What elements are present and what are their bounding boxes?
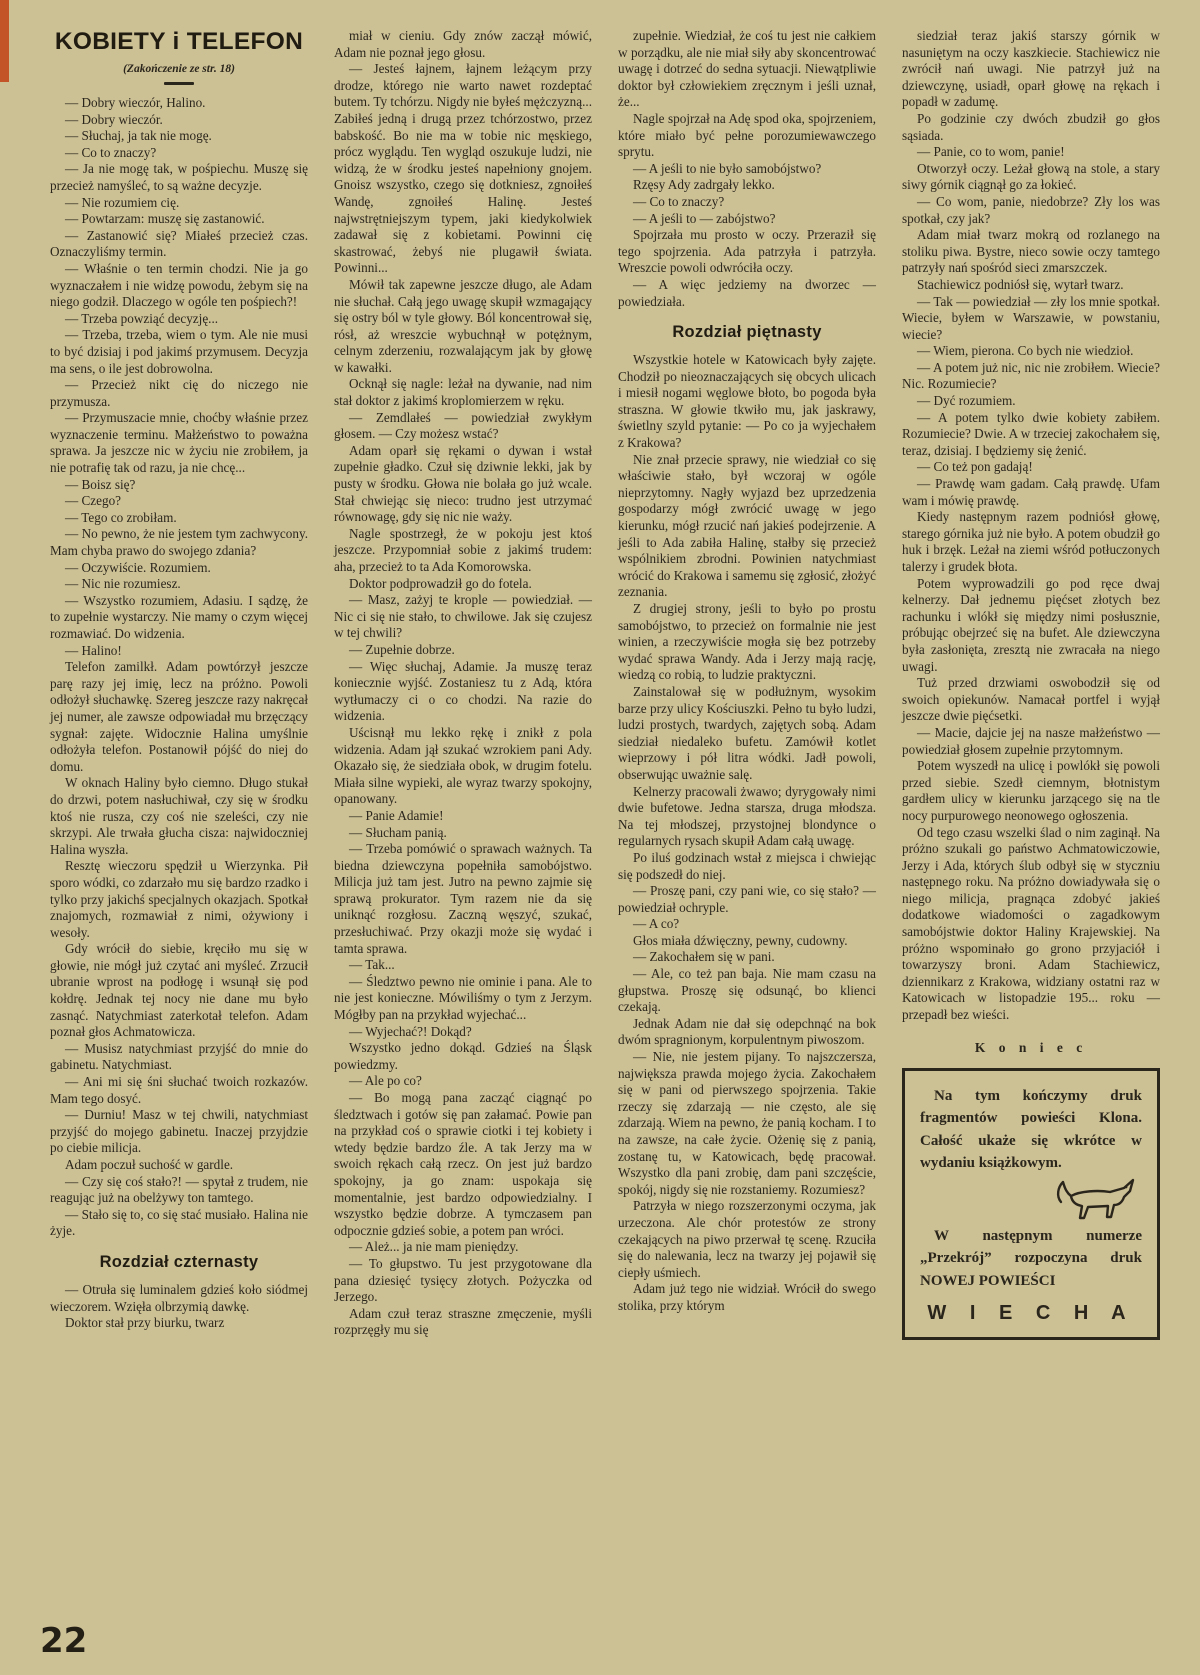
paragraph: — Masz, zażyj te krople — powiedział. — Nic ci się nie stało, to chwilowe. Jak się czujesz w tej chwili?: [334, 592, 592, 641]
paragraph: — Przecież nikt cię do niczego nie przymusza.: [50, 377, 308, 409]
author-signature: W I E C H A: [927, 1302, 1135, 1325]
paragraph: — A jeśli to — zabójstwo?: [633, 210, 776, 226]
paragraph: Resztę wieczoru spędził u Wierzynka. Pił sporo wódki, co zdarzało mu się bardzo rzadko i tylko przy jakichś specjalnych okazjach. Spotkał znajomych, rozmawiał z nimi, ożywiony i wesoły.: [50, 858, 308, 940]
paragraph: — Tak...: [349, 957, 395, 973]
paragraph: — Trzeba powziąć decyzję...: [65, 310, 219, 326]
paragraph: Z drugiej strony, jeśli to było po prostu samobójstwo, to przecież on formalnie nie jest winien, a rzeczywiście mogła się bez potrzeby wydać sprawa Wandy. Ada i Jerzy mają rację, wiedzą co robią, to ludzie praktyczni.: [618, 601, 876, 683]
paragraph: — To głupstwo. Tu jest przygotowane dla pana dziesięć tysięcy złotych. Pożyczka od Jerzego.: [334, 1255, 592, 1305]
paragraph: — Ale po co?: [349, 1073, 422, 1089]
paragraph: — Słuchaj, ja tak nie mogę.: [65, 128, 212, 144]
paragraph: — Co to znaczy?: [65, 144, 157, 160]
text-column-1: [50, 28, 308, 1340]
paragraph: — Właśnie o ten termin chodzi. Nie ja go wyznaczałem i nie widzę powodu, żebym się na niego godził. Dlaczego w ogóle ten pośpiech?!: [50, 260, 308, 310]
paragraph: — Nie rozumiem cię.: [65, 194, 180, 210]
paragraph: Zainstalował się w podłużnym, wysokim barze przy ulicy Kościuszki. Pełno tu było ludzi, ludzi prostych, twardych, zajętych sobą. Adam siedział niedaleko bufetu. Zamówił kotlet wieprzowy i pół litra wódki. Jadł powoli, obserwując uważnie salę.: [618, 683, 876, 782]
paragraph: — A potem już nic, nic nie zrobiłem. Wiecie? Nic. Rozumiecie?: [902, 359, 1160, 392]
paragraph: — Powtarzam: muszę się zastanowić.: [65, 211, 265, 227]
column-1-text: [50, 95, 308, 1332]
paragraph: — Co wom, panie, niedobrze? Zły los was spotkał, czy jak?: [902, 193, 1160, 226]
paragraph: Głos miała dźwięczny, pewny, cudowny.: [633, 932, 848, 948]
paragraph: — Ale, co też pan baja. Nie mam czasu na głupstwa. Proszę się odsunąć, bo klienci czekają.: [618, 966, 876, 1015]
illustration-row: [920, 1175, 1138, 1223]
paragraph: — Zastanowić się? Miałeś przecież czas. Oznaczyliśmy termin.: [50, 227, 308, 260]
paragraph: Jednak Adam nie dał się odepchnąć na bok dwóm spragnionym, korpulentnym piwoszom.: [618, 1015, 876, 1048]
announcement-box: [902, 1068, 1160, 1341]
paragraph: Adam miał twarz mokrą od rozlanego na stoliku piwa. Bystre, nieco sowie oczy tamtego patrzyły nań spośród sieci zmarszczek.: [902, 227, 1160, 276]
paragraph: Nie znał przecie sprawy, nie wiedział co się właściwie stało, był wczoraj w ogóle nieprzytomny. Nagły wyjazd bez uprzedzenia gospodarzy mógł zwrócić uwagę w jego kierunku, mógł rzucić nań jakieś podejrzenie. A jeśli to Ada zabiła Halinę, stałby się przecież wspólnikiem zbrodni. Powinien natychmiast wrócić do Krakowa i samemu się zgłosić, złożyć zeznania.: [618, 451, 876, 600]
paragraph: Wszystko jedno dokąd. Gdzieś na Śląsk powiedzmy.: [334, 1040, 592, 1072]
continuation-note: (Zakończenie ze str. 18): [123, 63, 235, 75]
article-header: [50, 28, 308, 85]
paragraph: — Wyjechać?! Dokąd?: [349, 1023, 472, 1039]
column-2-text: [334, 28, 592, 1339]
paragraph: — A jeśli to nie było samobójstwo?: [633, 160, 822, 176]
paragraph: — Panie, co to wom, panie!: [917, 144, 1065, 160]
paragraph: — Dobry wieczór, Halino.: [65, 95, 206, 110]
chapter-heading: Rozdział piętnasty: [672, 323, 822, 342]
paragraph: Adam czuł teraz straszne zmęczenie, myśli rozprzęgły mu się: [334, 1305, 592, 1338]
paragraph: — Trzeba pomówić o sprawach ważnych. Ta biedna dziewczyna popełniła samobójstwo. Milicja już tam jest. Jutro na pewno zajmie się sprawą prokurator. Tym razem nie da się uniknąć rozgłosu. Zaczną węszyć, szukać, przesłuchiwać. Przy okazji może się wydać i tamta sprawa.: [334, 841, 592, 956]
dog-illustration: [1054, 1175, 1138, 1223]
paragraph: Tuż przed drzwiami oswobodził się od swoich opiekunów. Namacał portfel i wyjął jeszcze dwie pięćsetki.: [902, 675, 1160, 724]
paragraph: — Słucham panią.: [349, 824, 447, 840]
paragraph: — Czy się coś stało?! — spytał z trudem, nie reagując już na obelżywy ton tamtego.: [50, 1173, 308, 1206]
paragraph: — Więc słuchaj, Adamie. Ja muszę teraz koniecznie wyjść. Zostaniesz tu z Adą, która wytłumaczy ci o co chodzi. Na razie do widzenia.: [334, 658, 592, 724]
paragraph: — Ja nie mogę tak, w pośpiechu. Muszę się przecież namyśleć, to są ważne decyzje.: [50, 161, 308, 193]
paragraph: Potem wyprowadzili go pod ręce dwaj kelnerzy. Dał jednemu pięćset złotych bez rachunku i wlókł się między nimi posłusznie, próbując obejrzeć się na bufet. Ale dziewczyna była zasłonięta, zresztą nie zwracała na niego uwagi.: [902, 575, 1160, 674]
paragraph: — Nic nie rozumiesz.: [65, 576, 181, 592]
paragraph: Od tego czasu wszelki ślad o nim zaginął. Na próżno szukali go państwo Achmatowiczowie, Jerzy i Ada, których ślub odbył się w styczniu następnego roku. Na próżno dowiadywała się o niego milicja, pragnąca zdobyć jakieś dodatkowe wiadomości o zagadkowym samobójstwie doktor Haliny Krajewskiej. Na próżno wspominało go grono przyjaciół i towarzyszy broni. Adam Stachiewicz, dziennikarz z Krakowa, widziany ostatni raz w Katowicach w listopadzie 195... roku — przepadł bez wieści.: [902, 824, 1160, 1023]
article-title: KOBIETY i TELEFON: [54, 28, 304, 55]
column-3-text: [618, 28, 876, 1315]
paragraph: — Proszę pani, czy pani wie, co się stało? — powiedział ochryple.: [618, 883, 876, 915]
paragraph: Adam oparł się rękami o dywan i wstał zupełnie gładko. Czuł się dziwnie lekki, jak by pusty w środku. Głowa nie bolała go już wcale. Stał chwiejąc się nieco: trudno jest utrzymać równowagę, gdy się nic nie waży.: [334, 442, 592, 525]
paragraph: W oknach Haliny było ciemno. Długo stukał do drzwi, potem nasłuchiwał, czy się w środku ktoś nie rusza, czy coś nie szeleści, czy nie skrzypi. Ale trwała głucha cisza: najwidoczniej Halina wyszła.: [50, 775, 308, 857]
paragraph: — Otruła się luminalem gdzieś koło siódmej wieczorem. Wzięła olbrzymią dawkę.: [50, 1281, 308, 1314]
paragraph: Spojrzała mu prosto w oczy. Przeraził się tego spojrzenia. Ada patrzyła i patrzyła. Wreszcie powoli odwróciła oczy.: [618, 227, 876, 276]
paragraph: Telefon zamilkł. Adam powtórzył jeszcze parę razy jej imię, lecz na próżno. Powoli odłożył słuchawkę. Szereg jeszcze razy nakręcał jej numer, ale zawsze odpowiadał mu brzęczący sygnał: zajęte. Widocznie Halina umyślnie odłożyła telefon. Postanowił pójść do niej do domu.: [50, 659, 308, 774]
paragraph: — Tak — powiedział — zły los mnie spotkał. Wiecie, byłem w Warszawie, w powstaniu, wiecie?: [902, 293, 1160, 342]
paragraph: — Stało się to, co się stać musiało. Halina nie żyje.: [50, 1206, 308, 1239]
paragraph: Adam poczuł suchość w gardle.: [65, 1157, 234, 1172]
divider-dash: [164, 82, 194, 85]
paragraph: Uścisnął mu lekko rękę i znikł z pola widzenia. Adam jął szukać wzrokiem pani Ady. Okazało się, że siedziała obok, w drugim fotelu. Miała silne wypieki, ale wyraz twarzy spokojny, opanowany.: [334, 724, 592, 807]
paragraph: — Boisz się?: [65, 476, 136, 492]
chapter-heading: Rozdział czternasty: [99, 1252, 259, 1271]
paragraph: — Oczywiście. Rozumiem.: [65, 559, 211, 575]
paragraph: — Panie Adamie!: [349, 807, 444, 823]
paragraph: — A więc jedziemy na dworzec — powiedziała.: [618, 276, 876, 309]
paragraph: — Tego co zrobiłam.: [65, 509, 177, 525]
paragraph: — Prawdę wam gadam. Całą prawdę. Ufam wam i mówię prawdę.: [902, 476, 1160, 508]
paragraph: Patrzyła w niego rozszerzonymi oczyma, jak urzeczona. Ale chór protestów ze strony czekających na piwo przerwał tę scenę. Rzuciła się do nalewania, lecz na twarzy jej pojawił się ciepły uśmiech.: [618, 1198, 876, 1280]
paragraph: — Ani mi się śni słuchać twoich rozkazów. Mam tego dosyć.: [50, 1074, 308, 1106]
paragraph: — Śledztwo pewno nie ominie i pana. Ale to nie jest konieczne. Mówiliśmy o tym z Jerzym. Mógłby pan na przykład wyjechać...: [334, 973, 592, 1023]
paragraph: — Co to znaczy?: [633, 193, 725, 209]
paragraph: Kelnerzy pracowali żwawo; dyrygowały nimi dwie bufetowe. Jedna starsza, druga młodsza. Na tej młodszej, przystojnej blondynce o regularnych rysach skupił Adam całą uwagę.: [618, 783, 876, 849]
paragraph: — Dobry wieczór.: [65, 111, 163, 127]
paragraph: Mówił tak zapewne jeszcze długo, ale Adam nie słuchał. Całą jego uwagę skupił wzmagający się ostry ból w tyle głowy. Ból koncentrował się, rósł, aż wreszcie wybuchnął w potężnym, celnym zderzeniu, rozwalającym jak by głowę w kawałki.: [334, 276, 592, 375]
paragraph: miał w cieniu. Gdy znów zaczął mówić, Adam nie poznał jego głosu.: [334, 28, 592, 60]
paragraph: — Jesteś łajnem, łajnem leżącym przy drodze, którego nie warto nawet rozdeptać butem. Ty tchórzu. Nigdy nie byłeś mężczyzną... Zabiłeś jedną i drugą przez tchórzostwo, przez babskość. Bo nie ma w tobie nic męskiego, prócz wyglądu. Ten wygląd oszukuje ludzi, nie widzą, że w środku jesteś napełniony gnojem. Gnoisz wszystko, czego się dotkniesz, zgnoiłeś Wandę, zgnoiłeś Halinę. Jesteś najwstrętniejszym typem, jaki kiedykolwiek zadawał się z kobietami. Powinni cię skastrować, żebyś nie plugawił świata. Powinni...: [334, 61, 592, 276]
text-column-2: [334, 28, 592, 1340]
paragraph: — Wszystko rozumiem, Adasiu. I sądzę, że to zupełnie wystarczy. Nie mamy o czym więcej rozmawiać. Do widzenia.: [50, 592, 308, 641]
paragraph: — Durniu! Masz w tej chwili, natychmiast przyjść do mojego gabinetu. Inaczej przyjdzie po ciebie milicja.: [50, 1107, 308, 1156]
paragraph: Po iluś godzinach wstał z miejsca i chwiejąc się podszedł do niej.: [618, 849, 876, 882]
paragraph: Stachiewicz podniósł się, wytarł twarz.: [917, 276, 1124, 292]
paragraph: — Zupełnie dobrze.: [349, 641, 455, 657]
paragraph: siedział teraz jakiś starszy górnik w nasuniętym na oczy kaszkiecie. Stachiewicz nie zwrócił nań uwagi. Nie patrzył już na dziewczynę, usiadł, oparł głowę na rękach i popadł w zadumę.: [902, 28, 1160, 110]
paragraph: — Bo mogą pana zacząć ciągnąć po śledztwach i gotów się pan załamać. Powie pan na przykład coś o sprawie ciotki i tej kobiety i wtedy będzie bardzo źle. A tak Jerzy ma w swoich rękach całą rzecz. On jest już bardzo spokojny, ja go znam: uspokaja się momentalnie, jest bardzo odpowiedzialny. I wszystko będzie dobrze. A tymczasem pan odpocznie gdzieś sobie, a potem pan wróci.: [334, 1090, 592, 1238]
paragraph: Ocknął się nagle: leżał na dywanie, nad nim stał doktor z jakimś kroplomierzem w ręku.: [334, 376, 592, 409]
paragraph: — A potem tylko dwie kobiety zabiłem. Rozumiecie? Dwie. A w trzeciej zakochałem się, teraz, dzisiaj. I będziemy się żenić.: [902, 409, 1160, 458]
paragraph: Doktor podprowadził go do fotela.: [349, 575, 532, 591]
paragraph: — Dyć rozumiem.: [917, 393, 1016, 409]
paragraph: — Nie, nie jestem pijany. To najszczersza, największa prawda mojego życia. Zakochałem się w pani od pierwszego spojrzenia. Takie rzeczy się zdarzają — nie często, ale się zdarzają. Wiem na pewno, że panią kocham. I to na zawsze, na całe życie. Ożenię się z panią, zostanę tu, w Katowicach, będę pracował. Wszystko dla pani zrobię, dam pani szczęście, spokój, nigdy się nie rozstaniemy. Rozumiesz?: [618, 1049, 876, 1197]
paragraph: Otworzył oczy. Leżał głową na stole, a stary siwy górnik ciągnął go za łokieć.: [902, 160, 1160, 193]
paragraph: — Ależ... ja nie mam pieniędzy.: [349, 1239, 519, 1255]
announcement-text-2: W następnym numerze „Przekrój” rozpoczyna druk NOWEJ POWIEŚCI: [920, 1227, 1142, 1289]
paragraph: zupełnie. Wiedział, że coś tu jest nie całkiem w porządku, ale nie miał siły aby skoncentrować uwagę i dotrzeć do sedna sytuacji. Niewątpliwie doktor był człowiekiem zręcznym i jeśli uznał, że...: [618, 28, 876, 110]
paragraph: — Co też pon gadają!: [917, 459, 1033, 475]
paragraph: Kiedy następnym razem podniósł głowę, starego górnika już nie było. A potem obudził go huk i brzęk. Leżał na ziemi wśród potłuczonych talerzy i grudek błota.: [902, 509, 1160, 574]
column-4-text: [902, 28, 1160, 1024]
paragraph: — Przymuszacie mnie, choćby właśnie przez wyznaczenie terminu. Małżeństwo to poważna sprawa. Ja jeszcze nic w życiu nie zrobiłem, ja nie potrafię tak od razu, ja nie chcę...: [50, 410, 308, 476]
paragraph: Adam już tego nie widział. Wrócił do swego stolika, przy którym: [618, 1281, 876, 1313]
paragraph: — Trzeba, trzeba, wiem o tym. Ale nie musi to być dzisiaj i pod jakimś przymusem. Decyzja ma sens, o ile jest dobrowolna.: [50, 327, 308, 376]
page-number: 22: [40, 1621, 88, 1661]
paragraph: Doktor stał przy biurku, twarz: [65, 1315, 225, 1331]
text-column-3: [618, 28, 876, 1340]
paragraph: — A co?: [633, 916, 680, 932]
paragraph: Potem wyszedł na ulicę i powlókł się powoli przed siebie. Szedł ciemnym, błotnistym gardłem ulicy w kierunku jarzącego się na tle nocy purpurowego neonowego ogłoszenia.: [902, 758, 1160, 823]
paragraph: — Musisz natychmiast przyjść do mnie do gabinetu. Natychmiast.: [50, 1040, 308, 1073]
paragraph: — Zakochałem się w pani.: [633, 949, 775, 965]
announcement-text-1: Na tym kończymy druk fragmentów powieści Klona. Całość ukaże się wkrótce w wydaniu książkowym.: [920, 1087, 1142, 1172]
paragraph: — Zemdlałeś — powiedział zwykłym głosem. — Czy możesz wstać?: [334, 409, 592, 442]
paragraph: Po godzinie czy dwóch zbudził go głos sąsiada.: [902, 110, 1160, 143]
paragraph: — Wiem, pierona. Co bych nie wiedzioł.: [917, 343, 1134, 359]
text-column-4: [902, 28, 1160, 1340]
paragraph: — Halino!: [65, 642, 122, 658]
paragraph: Wszystkie hotele w Katowicach były zajęte. Chodził po nieoznaczających się obcych ulicach i miesił nogami węglowe błoto, bo pogoda była straszna. W głowie tkwiło mu, jak jaskrawy, świetlny szyld pytanie: — Po co ja wyjechałem z Krakowa?: [618, 352, 876, 451]
page-edge-mark: [0, 0, 9, 82]
paragraph: Nagle spostrzegł, że w pokoju jest ktoś jeszcze. Przypomniał sobie z jakimś trudem: aha, przecież to ta Ada Komorowska.: [334, 525, 592, 574]
paragraph: Nagle spojrzał na Adę spod oka, spojrzeniem, które miało być pełne porozumiewawczego sprytu.: [618, 110, 876, 160]
paragraph: — Macie, dajcie jej na nasze małżeństwo — powiedział głosem zupełnie przytomnym.: [902, 724, 1160, 757]
paragraph: — Czego?: [65, 493, 122, 509]
paragraph: Gdy wrócił do siebie, kręciło mu się w głowie, nie mógł już czytać ani myśleć. Zrzucił ubranie wprost na podłogę i wsunął się pod kołdrę. Jednak tej nocy nie dane mu było zasnąć. Natychmiast zaterkotał telefon. Adam poznał głos Achmatowicza.: [50, 941, 308, 1040]
paragraph: — No pewno, że nie jestem tym zachwycony. Mam chyba prawo do swojego zdania?: [50, 526, 308, 559]
paragraph: Rzęsy Ady zadrgały lekko.: [633, 177, 775, 193]
the-end-label: K o n i e c: [974, 1039, 1088, 1055]
article-columns: [50, 28, 1160, 1340]
